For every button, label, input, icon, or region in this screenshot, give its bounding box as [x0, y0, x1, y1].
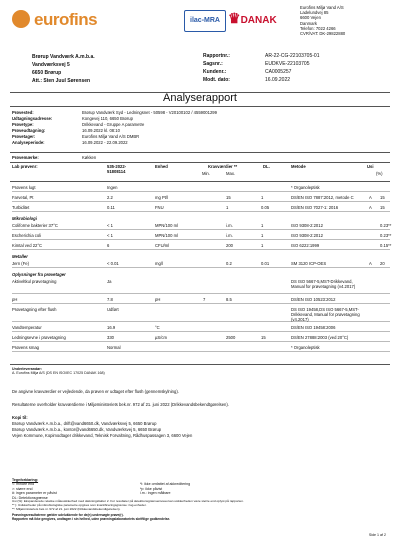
max-value: 15: [226, 195, 231, 200]
table-row: [12, 204, 390, 212]
table-row: [12, 260, 390, 268]
result-value: < 0.01: [107, 261, 119, 266]
legend-item: <: mindre end: [12, 482, 35, 487]
row-underline: [12, 351, 390, 352]
copy-line-3: Vejen Kommune, Kopimodtager drikkevand, Teknisk Forvaltning, Rådhuspassagen 3, 6600 Vejen: [12, 433, 193, 438]
subcontractor-title: Underleverandør:: [12, 367, 42, 371]
unit-value: CFU/ml: [155, 243, 170, 248]
min-value: 7: [203, 297, 206, 302]
param-name: Prøvens lugt: [12, 185, 36, 190]
lab-address-line: Ladelundvej 85: [300, 10, 329, 16]
dl-value: 15: [261, 335, 266, 340]
uncertainty-value: 20: [380, 261, 385, 266]
remark-2: Resultaterne overholder kravværdierne i Miljøministeriets bek.nr. 972 af 21. juni 2022 (Drikkevandsbekendtgørelsen).: [12, 402, 229, 407]
info-row: [12, 140, 217, 146]
subcontractor: [12, 367, 105, 376]
param-name: Jern (Fe): [12, 261, 29, 266]
unit-value: MPN/100 ml: [155, 233, 179, 238]
meta-value: CA0005257: [265, 69, 292, 75]
method-value: DS/EN ISO 7887:2012, metode C: [291, 195, 354, 200]
report-meta: [203, 53, 319, 85]
footer-note-2: Rapporten må ikke gengives, undtagen i sin helhed, uden prøvningslaboratoriets skriftlige godkendelse.: [12, 517, 171, 522]
max-value: i.m.: [226, 223, 233, 228]
customer-city: 6650 Brørup: [32, 70, 62, 76]
page-title: Analyserapport: [163, 92, 237, 104]
customer-address: [32, 54, 95, 86]
meta-label: Modt. dato:: [203, 77, 230, 83]
row-underline: [12, 303, 390, 304]
legend-item: i.m.: ingen målbare: [140, 491, 171, 496]
result-value: 0.11: [107, 205, 115, 210]
section-heading: Metaller: [12, 254, 28, 259]
remark-1: De angivne kravværdier er vejledende, da prøven er udtaget efter flush (gennemskylning).: [12, 389, 179, 394]
row-underline: [12, 249, 390, 250]
method-value: DS/EN 27888:2003 (ved 20°C): [291, 335, 349, 340]
info-label: Prøvetager:: [12, 134, 36, 139]
result-value: < 1: [107, 223, 113, 228]
result-value: < 1: [107, 233, 113, 238]
row-underline: [12, 239, 390, 240]
dl-value: 1: [261, 233, 264, 238]
uncertainty-value: 0.23**: [380, 233, 392, 238]
lab-address-line: Telefon: 7022 4266: [300, 25, 336, 31]
legend-note: ** ): Usikkerheder på mikrobiologiske parametre opgives som kvantificeringsgrænse i log-enheder.: [12, 503, 147, 508]
unit-value: mg Pt/l: [155, 195, 169, 200]
method-value: ISO 6222:1999: [291, 243, 320, 248]
customer-att: Att.: Sten Juul Sørensen: [32, 78, 91, 84]
lab-address-line: CVR/VAT: DK-29822880: [300, 31, 346, 37]
row-underline: [12, 211, 390, 212]
param-name: pH: [12, 297, 18, 302]
max-value: 0.2: [226, 261, 232, 266]
subcontract-mark: A: [369, 205, 372, 210]
unit-value: µS/cm: [155, 335, 167, 340]
meta-value: AR-22-CG-22103705-01: [265, 53, 320, 59]
col-unit: Enhed: [155, 164, 168, 169]
dl-value: 1: [261, 195, 264, 200]
result-value: Ingen: [107, 185, 118, 190]
row-underline: [12, 191, 390, 192]
col-labnr: 535-2022-51808114: [107, 164, 127, 175]
meta-row: [203, 77, 319, 85]
unit-value: FNU: [155, 205, 164, 210]
uncertainty-value: 15: [380, 205, 385, 210]
col-usi-pct: (%): [376, 171, 383, 176]
meta-value: EUDKVE-22103705: [265, 61, 310, 67]
info-label: Udtagningsadresse:: [12, 116, 53, 121]
uncertainty-value: 0.23**: [380, 223, 392, 228]
method-value: DS ISO 5667-5,MST-Drikkevand, Manual for prøvetagning (v4.2017): [291, 279, 356, 290]
method-value: SM 3120 ICP-OES: [291, 261, 327, 266]
unit-value: MPN/100 ml: [155, 223, 179, 228]
marking-value: Køkken: [82, 155, 97, 160]
dl-value: 1: [261, 243, 264, 248]
table-row: [12, 296, 390, 304]
copy-line-1: Brørup Vandværk A.m.b.a., drift@vand6650.dk, Vandværksvej 5, 6650 Brørup: [12, 421, 157, 426]
uncertainty-value: 15: [380, 195, 385, 200]
col-dl: DL.: [263, 164, 270, 169]
legend-item: DL: Detektionsgrænse: [12, 495, 48, 500]
result-value: Ja: [107, 279, 112, 284]
legend-note: **: Miljøministeriets bek.nr. 972 af 21. juni 2022 (Drikkevandsbekendtgørelsen).: [12, 507, 121, 512]
max-value: i.m.: [226, 233, 233, 238]
result-value: Normal: [107, 345, 121, 350]
eurofins-logo-icon: [12, 10, 30, 28]
legend: [12, 478, 392, 521]
meta-value: 16.09.2022: [265, 77, 291, 83]
method-value: DS/EN ISO 10523:2012: [291, 297, 336, 302]
section-heading: Oplysninger fra prøvetager: [12, 272, 66, 277]
row-underline: [12, 331, 390, 332]
param-name: Escherichia coli: [12, 233, 42, 238]
meta-label: Rapportnr.:: [203, 53, 230, 59]
customer-name: Brørup Vandværk A.m.b.a.: [32, 54, 95, 60]
lab-address: [300, 5, 390, 36]
legend-item: *p: ikke påvist: [140, 486, 163, 491]
max-value: 2500: [226, 335, 236, 340]
param-name: Prøvetagning efter flush: [12, 307, 57, 312]
unit-value: °C: [155, 325, 160, 330]
danak-crown-icon: ♛: [228, 10, 241, 26]
result-value: 6: [107, 243, 110, 248]
divider: [10, 106, 390, 107]
method-value: DS/EN ISO 7027-1: 2016: [291, 205, 339, 210]
info-label: Analyseperiode:: [12, 140, 45, 145]
meta-row: [203, 69, 319, 77]
divider: [10, 162, 390, 163]
danak-logo-text: DANAK: [240, 15, 277, 26]
col-usi: Usi: [367, 164, 374, 169]
result-value: 16.9: [107, 325, 116, 330]
sample-marking: [12, 155, 96, 160]
info-label: Prøvetype:: [12, 122, 34, 127]
table-row: [12, 344, 390, 352]
footer-note-1: Prøvningsresultaterne gælder udelukkende for de(n) undersøgte prøve(r).: [12, 513, 124, 518]
divider: [10, 181, 390, 182]
table-row: [12, 222, 390, 230]
result-value: Udført: [107, 307, 119, 312]
param-name: Kimtal ved 22°C: [12, 243, 43, 248]
info-value: 16.09.2022 kl. 08:10: [82, 128, 120, 133]
table-row: [12, 184, 390, 192]
legend-item: #: ingen parameter er påvist: [12, 491, 57, 496]
info-value: Eurofins Miljø Vand A/S DMBR: [82, 134, 140, 139]
divider: [10, 364, 390, 365]
method-value: DS/EN ISO 19458:2006: [291, 325, 336, 330]
dl-value: 0.01: [261, 261, 270, 266]
sample-info: [12, 110, 217, 146]
table-header: [12, 164, 390, 180]
param-name: Farvetal, Pt: [12, 195, 34, 200]
result-value: 330: [107, 335, 114, 340]
meta-label: Kundenr.:: [203, 69, 227, 75]
subcontract-mark: A: [369, 195, 372, 200]
col-method: Metode: [291, 164, 306, 169]
method-value: ISO 9308-2:2012: [291, 233, 323, 238]
method-value: * Organoleptisk: [291, 345, 320, 350]
section-heading: Mikrobiologi: [12, 216, 37, 221]
legend-item: >: større end: [12, 486, 33, 491]
info-value: Brørup Vandværk Syd - Ledningsnet - 50598 - V20100102 / 4559001299: [82, 110, 217, 115]
subcontractor-line: A. Eurofins Miljø A/S (DS EN ISO/IEC 17025 DANAK 168): [12, 371, 105, 376]
param-name: Coliforme bakterier 37°C: [12, 223, 58, 228]
info-value: 16.09.2022 - 22.09.2022: [82, 140, 128, 145]
param-name: Aktiveltkul prøvetagning: [12, 279, 57, 284]
method-value: DS ISO 19458,DS ISO 5667-5,MST-Drikkevand, Manual for prøvetagning (v4.2017): [291, 307, 360, 323]
ilac-mra-logo: ilac-MRA: [184, 10, 226, 32]
param-name: Turbiditet: [12, 205, 30, 210]
customer-street: Vandværksvej 5: [32, 62, 70, 68]
param-name: Prøvens smag: [12, 345, 39, 350]
lab-address-line: Danmark: [300, 20, 317, 26]
table-row: [12, 232, 390, 240]
info-value: Drikkevand - Gruppe A parametre: [82, 122, 145, 127]
info-value: Kongevej 110, 6650 Brørup: [82, 116, 133, 121]
param-name: Ledningsevne i prøvetagning: [12, 335, 66, 340]
table-row: [12, 194, 390, 202]
col-limits: Kravværdier **: [208, 164, 238, 169]
info-label: Prøveudtagning:: [12, 128, 46, 133]
unit-value: mg/l: [155, 261, 163, 266]
table-row: [12, 324, 390, 332]
meta-label: Sagsnr.:: [203, 61, 223, 67]
danak-logo: [228, 10, 276, 30]
marking-label: Prøvemærke:: [12, 155, 39, 160]
copy-to: [12, 415, 392, 439]
legend-note: Usi (%): Ekspanderede relative måleusikkerhed med dækningsfaktor 2. For resultater på detektionsgrænseniveau kan usikkerheden være større end oplyst på rapporten.: [12, 499, 244, 504]
subcontract-mark: A: [369, 261, 372, 266]
meta-row: [203, 53, 319, 61]
dl-value: 0.05: [261, 205, 270, 210]
table-row: [12, 334, 390, 342]
max-value: 200: [226, 243, 233, 248]
dl-value: 1: [261, 223, 264, 228]
col-param: Lab prøvenr:: [12, 164, 38, 169]
param-name: Vandtemperatur: [12, 325, 42, 330]
row-underline: [12, 229, 390, 230]
uncertainty-value: 0.15**: [380, 243, 392, 248]
method-value: ISO 9308-2:2012: [291, 223, 323, 228]
row-underline: [12, 201, 390, 202]
remarks: [12, 389, 392, 415]
max-value: 8.5: [226, 297, 232, 302]
table-row: [12, 278, 390, 294]
eurofins-logo: [12, 10, 122, 32]
table-row: [12, 306, 390, 322]
row-underline: [12, 341, 390, 342]
legend-title: Tegnforklaring:: [12, 478, 39, 482]
page-number: Side 1 af 2: [368, 533, 386, 537]
result-value: 7.8: [107, 297, 113, 302]
result-value: 2.2: [107, 195, 113, 200]
row-underline: [12, 267, 390, 268]
method-value: * Organoleptisk: [291, 185, 320, 190]
col-min: Min.: [202, 171, 210, 176]
copy-title: Kopi til:: [12, 415, 28, 420]
eurofins-logo-text: eurofins: [34, 10, 98, 29]
row-underline: [12, 293, 390, 294]
col-max: Max.: [226, 171, 236, 176]
max-value: 1: [226, 205, 229, 210]
info-label: Prøvested:: [12, 110, 34, 115]
table-row: [12, 242, 390, 250]
lab-address-line: 6600 Vejen: [300, 15, 321, 21]
legend-item: *i: ikke omfattet af akkreditering: [140, 482, 191, 487]
unit-value: pH: [155, 297, 161, 302]
lab-address-line: Eurofins Miljø Vand A/S: [300, 5, 344, 10]
meta-row: [203, 61, 319, 69]
copy-line-2: Brørup Vandværk A.m.b.a., kontor@vand6650.dk, Vandværksvej 5, 6650 Brørup: [12, 427, 162, 432]
divider: [10, 152, 390, 153]
